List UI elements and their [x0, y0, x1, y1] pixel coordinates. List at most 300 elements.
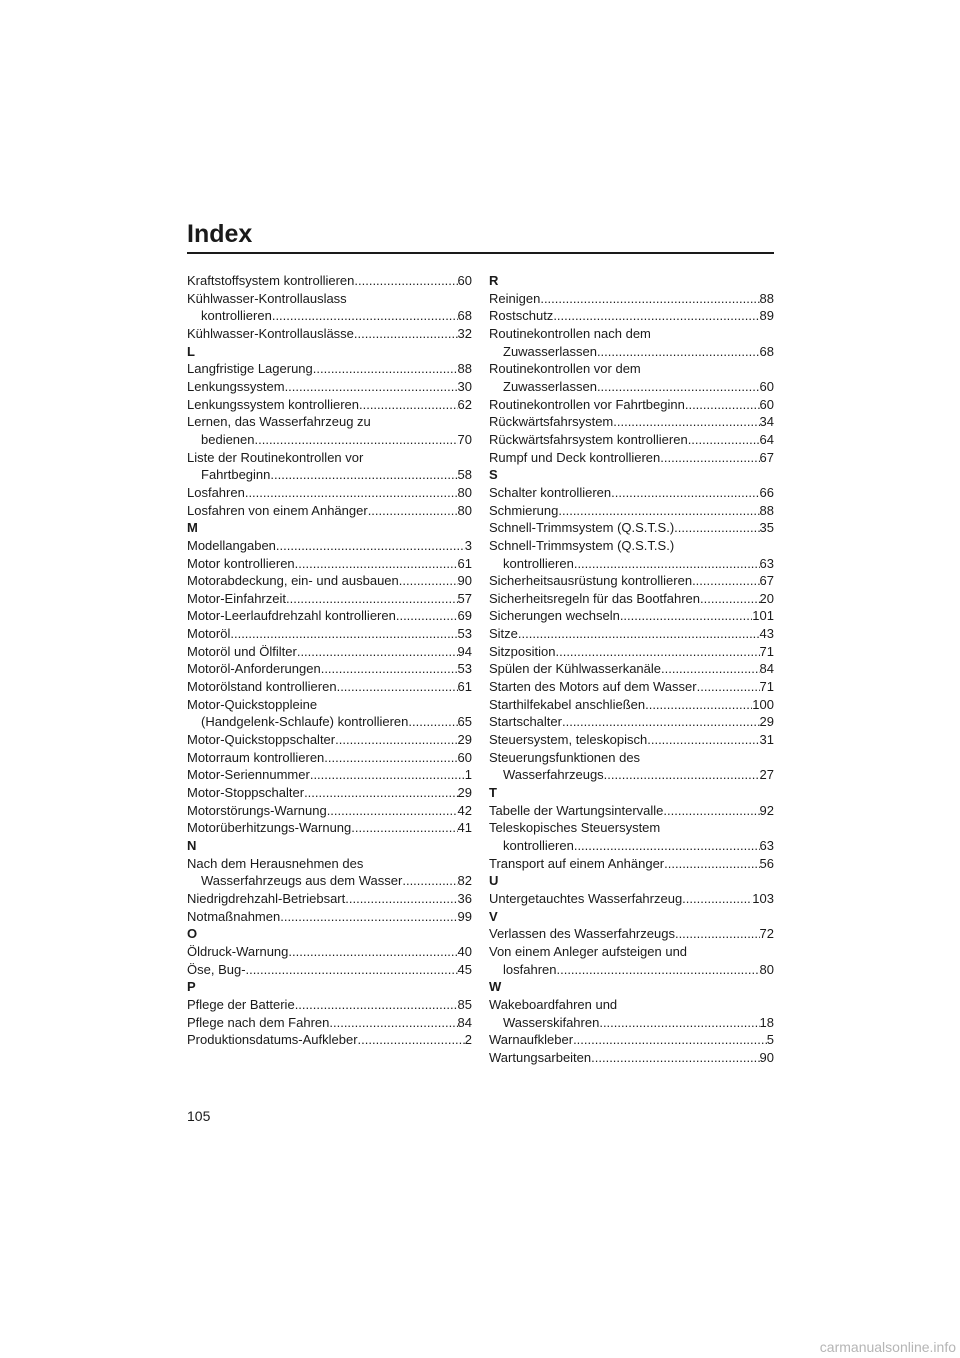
- index-entry-text: Kühlwasser-Kontrollauslass: [187, 290, 347, 306]
- index-entry: [489, 413, 774, 431]
- index-entry-text: Untergetauchtes Wasserfahrzeug: [489, 890, 683, 906]
- index-entry: [187, 572, 472, 590]
- dot-leader: [358, 1031, 465, 1049]
- dot-leader: [321, 660, 458, 678]
- dot-leader: [692, 572, 759, 590]
- index-letter-heading: R: [489, 273, 499, 288]
- index-entry-page: 71: [759, 643, 774, 659]
- index-entry: [489, 731, 774, 749]
- index-entry-text: Sicherheitsregeln für das Bootfahren: [489, 590, 701, 606]
- index-entry-page: 72: [759, 926, 774, 942]
- index-entry-page: 43: [759, 626, 774, 642]
- index-entry-page: 60: [759, 396, 774, 412]
- index-entry: [187, 378, 472, 396]
- dot-leader: [399, 572, 458, 590]
- index-entry-page: 67: [759, 573, 774, 589]
- index-entry-text: Starthilfekabel anschließen: [489, 696, 646, 712]
- index-entry: [187, 961, 472, 979]
- dot-leader: [337, 678, 458, 696]
- dot-leader: [276, 537, 465, 555]
- index-entry-text: Motor kontrollieren: [187, 555, 295, 571]
- index-entry-text: Schnell-Trimmsystem (Q.S.T.S.): [489, 537, 675, 553]
- index-entry-text: Schalter kontrollieren: [489, 484, 612, 500]
- index-entry: [489, 625, 774, 643]
- index-entry-text: Pflege der Batterie: [187, 996, 295, 1012]
- index-entry-text: kontrollieren: [201, 308, 272, 324]
- dot-leader: [647, 731, 759, 749]
- index-entry-continuation: [489, 343, 774, 361]
- index-entry-text: Sicherheitsausrüstung kontrollieren: [489, 573, 693, 589]
- dot-leader: [402, 872, 457, 890]
- dot-leader: [700, 590, 760, 608]
- index-entry: [489, 943, 774, 961]
- dot-leader: [327, 802, 458, 820]
- dot-leader: [324, 749, 457, 767]
- index-column-left: [187, 272, 472, 1049]
- index-entry-continuation: [187, 466, 472, 484]
- dot-leader: [660, 449, 759, 467]
- index-entry-text: Rückwärtsfahrsystem kontrollieren: [489, 431, 688, 447]
- index-entry: [187, 696, 472, 714]
- index-entry-text: Motoröl-Anforderungen: [187, 661, 321, 677]
- index-entry: [187, 290, 472, 308]
- index-entry-page: 70: [457, 431, 472, 447]
- index-entry-continuation: [489, 961, 774, 979]
- index-entry-continuation: [489, 766, 774, 784]
- dot-leader: [351, 819, 457, 837]
- index-entry: [489, 855, 774, 873]
- index-entry-text: Steuerungsfunktionen des: [489, 749, 641, 765]
- index-entry-page: 29: [457, 732, 472, 748]
- index-entry: [187, 537, 472, 555]
- index-entry: [489, 590, 774, 608]
- index-entry: [489, 572, 774, 590]
- index-entry: [187, 766, 472, 784]
- index-entry-page: 35: [759, 520, 774, 536]
- index-entry-page: 2: [464, 1032, 472, 1048]
- index-entry: [489, 678, 774, 696]
- index-entry-continuation: [187, 713, 472, 731]
- index-entry-page: 68: [759, 343, 774, 359]
- index-entry-page: 41: [457, 820, 472, 836]
- index-entry: [187, 502, 472, 520]
- index-entry-text: Rostschutz: [489, 308, 554, 324]
- dot-leader: [335, 731, 457, 749]
- index-entry-page: 63: [759, 555, 774, 571]
- index-entry: [489, 713, 774, 731]
- index-entry-page: 57: [457, 590, 472, 606]
- index-entry: [187, 484, 472, 502]
- index-entry: [489, 1031, 774, 1049]
- index-entry-text: Lernen, das Wasserfahrzeug zu: [187, 414, 371, 430]
- index-entry-page: 90: [457, 573, 472, 589]
- dot-leader: [685, 396, 760, 414]
- dot-leader: [674, 519, 759, 537]
- index-entry: [489, 925, 774, 943]
- dot-leader: [408, 713, 457, 731]
- dot-leader: [288, 943, 457, 961]
- dot-leader: [597, 343, 760, 361]
- index-entry: [489, 802, 774, 820]
- dot-leader: [620, 607, 752, 625]
- index-entry-text: Motor-Quickstoppschalter: [187, 732, 336, 748]
- index-entry-text: Routinekontrollen nach dem: [489, 325, 651, 341]
- dot-leader: [664, 855, 759, 873]
- dot-leader: [246, 961, 458, 979]
- index-entry-page: 88: [457, 361, 472, 377]
- index-entry-page: 80: [457, 484, 472, 500]
- index-entry-text: Routinekontrollen vor dem: [489, 361, 641, 377]
- index-entry-page: 29: [457, 785, 472, 801]
- index-entry-text: Routinekontrollen vor Fahrtbeginn: [489, 396, 685, 412]
- index-entry: [187, 272, 472, 290]
- dot-leader: [556, 961, 759, 979]
- index-entry-text: Warnaufkleber: [489, 1032, 574, 1048]
- index-entry-page: 88: [759, 502, 774, 518]
- dot-leader: [663, 802, 759, 820]
- dot-leader: [597, 378, 760, 396]
- index-entry-page: 85: [457, 996, 472, 1012]
- index-entry: [489, 325, 774, 343]
- index-entry: [489, 396, 774, 414]
- index-entry: [187, 943, 472, 961]
- index-entry-text: Zuwasserlassen: [503, 343, 597, 359]
- index-entry-page: 61: [457, 555, 472, 571]
- dot-leader: [591, 1049, 759, 1067]
- index-entry: [489, 449, 774, 467]
- index-entry-page: 18: [759, 1014, 774, 1030]
- index-entry-text: Tabelle der Wartungsintervalle: [489, 802, 664, 818]
- index-entry-text: losfahren: [503, 961, 557, 977]
- index-entry: [489, 431, 774, 449]
- index-entry: [187, 996, 472, 1014]
- index-entry-page: 58: [457, 467, 472, 483]
- index-entry-continuation: [187, 307, 472, 325]
- index-entry-continuation: [187, 872, 472, 890]
- index-entry-text: Rückwärtsfahrsystem: [489, 414, 614, 430]
- index-entry-page: 92: [759, 802, 774, 818]
- dot-leader: [297, 643, 458, 661]
- index-entry: [187, 908, 472, 926]
- dot-leader: [280, 908, 457, 926]
- index-entry-continuation: [489, 555, 774, 573]
- index-entry-page: 80: [457, 502, 472, 518]
- index-entry-text: Öldruck-Warnung: [187, 943, 289, 959]
- index-entry-page: 60: [759, 378, 774, 394]
- index-entry: [489, 749, 774, 767]
- dot-leader: [682, 890, 752, 908]
- index-entry: [489, 819, 774, 837]
- index-entry: [187, 731, 472, 749]
- index-entry-text: Motor-Leerlaufdrehzahl kontrollieren: [187, 608, 396, 624]
- index-entry: [187, 819, 472, 837]
- index-entry-page: 3: [464, 537, 472, 553]
- dot-leader: [599, 1014, 759, 1032]
- index-entry: [489, 484, 774, 502]
- dot-leader: [272, 307, 458, 325]
- index-column-right: [489, 272, 774, 1067]
- dot-leader: [295, 996, 458, 1014]
- page-number: 105: [187, 1108, 211, 1124]
- index-entry-page: 45: [457, 961, 472, 977]
- dot-leader: [230, 625, 457, 643]
- index-entry-text: Verlassen des Wasserfahrzeugs: [489, 926, 675, 942]
- index-entry: [489, 519, 774, 537]
- index-entry-page: 71: [759, 679, 774, 695]
- index-entry-page: 62: [457, 396, 472, 412]
- index-entry-page: 99: [457, 908, 472, 924]
- index-entry: [489, 996, 774, 1014]
- index-entry: [187, 555, 472, 573]
- index-entry-continuation: [489, 1014, 774, 1032]
- index-entry-page: 53: [457, 661, 472, 677]
- index-entry-text: (Handgelenk-Schlaufe) kontrollieren: [201, 714, 409, 730]
- index-entry: [489, 537, 774, 555]
- dot-leader: [611, 484, 759, 502]
- dot-leader: [304, 784, 457, 802]
- dot-leader: [518, 625, 760, 643]
- index-entry-continuation: [489, 837, 774, 855]
- dot-leader: [558, 502, 759, 520]
- index-entry: [489, 360, 774, 378]
- index-entry-page: 60: [457, 273, 472, 288]
- dot-leader: [354, 272, 457, 290]
- index-entry-text: bedienen: [201, 431, 255, 447]
- index-entry-text: Motorölstand kontrollieren: [187, 679, 337, 695]
- index-entry-page: 31: [759, 732, 774, 748]
- index-entry-page: 90: [759, 1049, 774, 1065]
- index-entry-page: 60: [457, 749, 472, 765]
- index-entry-text: Niedrigdrehzahl-Betriebsart: [187, 890, 346, 906]
- index-entry-text: Öse, Bug-: [187, 961, 246, 977]
- index-entry-text: Motoröl: [187, 626, 231, 642]
- dot-leader: [245, 484, 458, 502]
- index-entry-text: Motorstörungs-Warnung: [187, 802, 327, 818]
- dot-leader: [285, 378, 458, 396]
- page-title: Index: [187, 220, 253, 248]
- index-letter-heading: P: [187, 979, 196, 995]
- index-entry-page: 34: [759, 414, 774, 430]
- index-entry-text: Wasserskifahren: [503, 1014, 600, 1030]
- index-entry: [187, 625, 472, 643]
- index-entry-text: Fahrtbeginn: [201, 467, 271, 483]
- index-entry-page: 63: [759, 838, 774, 853]
- index-entry-text: Sitze: [489, 626, 518, 642]
- dot-leader: [286, 590, 458, 608]
- dot-leader: [562, 713, 760, 731]
- index-letter-heading: L: [187, 343, 195, 359]
- index-entry-text: Nach dem Herausnehmen des: [187, 855, 364, 871]
- index-entry: [187, 660, 472, 678]
- index-entry-page: 84: [457, 1014, 472, 1030]
- index-entry-page: 53: [457, 626, 472, 642]
- index-letter-heading: N: [187, 838, 197, 853]
- dot-leader: [255, 431, 458, 449]
- index-entry-text: Starten des Motors auf dem Wasser: [489, 679, 697, 695]
- index-entry-page: 29: [759, 714, 774, 730]
- dot-leader: [573, 1031, 767, 1049]
- dot-leader: [574, 837, 760, 855]
- dot-leader: [555, 643, 759, 661]
- index-entry: [187, 802, 472, 820]
- dot-leader: [574, 555, 760, 573]
- index-entry-page: 30: [457, 378, 472, 394]
- index-entry-page: 56: [759, 855, 774, 871]
- index-entry-page: 100: [752, 696, 774, 712]
- index-entry-continuation: [489, 378, 774, 396]
- index-entry-page: 65: [457, 714, 472, 730]
- index-letter-heading: T: [489, 785, 497, 801]
- index-entry-text: Startschalter: [489, 714, 562, 730]
- index-entry: [489, 502, 774, 520]
- index-entry-text: Pflege nach dem Fahren: [187, 1014, 330, 1030]
- index-entry-page: 69: [457, 608, 472, 624]
- index-entry-page: 36: [457, 890, 472, 906]
- index-entry-text: Motorabdeckung, ein- und ausbauen: [187, 573, 399, 589]
- index-entry-text: Zuwasserlassen: [503, 378, 597, 394]
- index-entry: [187, 749, 472, 767]
- index-entry-text: Kraftstoffsystem kontrollieren: [187, 273, 355, 288]
- index-letter-heading: V: [489, 908, 498, 924]
- index-entry-page: 66: [759, 484, 774, 500]
- dot-leader: [295, 555, 458, 573]
- index-entry-page: 80: [759, 961, 774, 977]
- dot-leader: [613, 413, 759, 431]
- index-entry-page: 101: [752, 608, 774, 624]
- index-entry-text: Sicherungen wechseln: [489, 608, 620, 624]
- index-entry-text: Motoröl und Ölfilter: [187, 643, 297, 659]
- index-entry-page: 94: [457, 643, 472, 659]
- index-entry: [489, 660, 774, 678]
- index-entry: [489, 1049, 774, 1067]
- index-entry: [489, 643, 774, 661]
- index-entry-text: Wakeboardfahren und: [489, 996, 618, 1012]
- dot-leader: [329, 1014, 457, 1032]
- index-entry-text: Sitzposition: [489, 643, 556, 659]
- index-entry-page: 84: [759, 661, 774, 677]
- index-entry-text: Motor-Seriennummer: [187, 767, 310, 783]
- index-letter-heading: O: [187, 926, 198, 942]
- dot-leader: [688, 431, 760, 449]
- title-rule: [187, 252, 774, 254]
- index-entry-page: 89: [759, 308, 774, 324]
- index-entry: [489, 696, 774, 714]
- index-entry-text: Kühlwasser-Kontrollauslässe: [187, 325, 354, 341]
- index-entry-text: Steuersystem, teleskopisch: [489, 732, 648, 748]
- index-entry-text: Schnell-Trimmsystem (Q.S.T.S.): [489, 520, 675, 536]
- index-entry: [187, 413, 472, 431]
- index-entry: [187, 607, 472, 625]
- index-entry: [187, 643, 472, 661]
- index-entry-text: Motor-Einfahrzeit: [187, 590, 286, 606]
- index-letter-heading: W: [489, 979, 502, 995]
- index-entry-text: Produktionsdatums-Aufkleber: [187, 1032, 358, 1048]
- index-entry-text: kontrollieren: [503, 838, 574, 853]
- index-entry: [187, 590, 472, 608]
- dot-leader: [396, 607, 458, 625]
- index-entry-text: Wasserfahrzeugs aus dem Wasser: [201, 873, 403, 889]
- index-entry-text: Motorüberhitzungs-Warnung: [187, 820, 352, 836]
- index-entry-text: Lenkungssystem: [187, 378, 285, 394]
- index-entry-text: Teleskopisches Steuersystem: [489, 820, 661, 836]
- index-entry-page: 82: [457, 873, 472, 889]
- index-entry-text: Motor-Stoppschalter: [187, 785, 305, 801]
- index-entry-text: Von einem Anleger aufsteigen und: [489, 943, 688, 959]
- index-entry-page: 27: [759, 767, 774, 783]
- dot-leader: [310, 766, 465, 784]
- index-entry-page: 5: [766, 1032, 774, 1048]
- index-letter-heading: M: [187, 520, 198, 536]
- dot-leader: [661, 660, 760, 678]
- dot-leader: [368, 502, 458, 520]
- dot-leader: [697, 678, 760, 696]
- index-entry-text: Schmierung: [489, 502, 559, 518]
- index-entry-page: 68: [457, 308, 472, 324]
- dot-leader: [313, 360, 458, 378]
- index-entry-page: 64: [759, 431, 774, 447]
- dot-leader: [540, 290, 759, 308]
- index-entry-page: 20: [759, 590, 774, 606]
- dot-leader: [345, 890, 457, 908]
- index-entry-text: Transport auf einem Anhänger: [489, 855, 665, 871]
- dot-leader: [359, 396, 458, 414]
- index-entry-text: Losfahren: [187, 484, 245, 500]
- index-entry: [187, 325, 472, 343]
- index-entry-text: Motor-Quickstoppleine: [187, 696, 318, 712]
- index-entry-page: 61: [457, 679, 472, 695]
- index-entry-page: 103: [752, 890, 774, 906]
- index-entry-page: 42: [457, 802, 472, 818]
- index-entry-page: 1: [464, 767, 472, 783]
- index-entry: [187, 1014, 472, 1032]
- index-entry-text: Reinigen: [489, 290, 541, 306]
- index-letter-heading: U: [489, 873, 499, 889]
- watermark: carmanualsonline.info: [819, 1339, 956, 1355]
- index-entry: [489, 890, 774, 908]
- index-entry-text: Spülen der Kühlwasserkanäle: [489, 661, 661, 677]
- index-entry-text: Motorraum kontrollieren: [187, 749, 325, 765]
- index-entry-text: Wasserfahrzeugs: [503, 767, 604, 783]
- index-entry-text: Liste der Routinekontrollen vor: [187, 449, 364, 465]
- index-entry: [187, 449, 472, 467]
- dot-leader: [604, 766, 760, 784]
- index-entry-text: Notmaßnahmen: [187, 908, 281, 924]
- index-entry-text: Langfristige Lagerung: [187, 361, 313, 377]
- index-entry: [187, 360, 472, 378]
- index-entry: [489, 290, 774, 308]
- index-entry-text: Rumpf und Deck kontrollieren: [489, 449, 661, 465]
- index-entry-text: Modellangaben: [187, 537, 276, 553]
- index-entry-page: 67: [759, 449, 774, 465]
- index-entry-continuation: [187, 431, 472, 449]
- index-entry: [187, 678, 472, 696]
- index-entry: [187, 784, 472, 802]
- index-entry: [187, 396, 472, 414]
- index-entry: [489, 607, 774, 625]
- index-entry-page: 88: [759, 290, 774, 306]
- index-entry: [187, 855, 472, 873]
- index-entry: [187, 890, 472, 908]
- index-entry-text: Wartungsarbeiten: [489, 1049, 592, 1065]
- index-entry-text: kontrollieren: [503, 555, 574, 571]
- index-entry: [187, 1031, 472, 1049]
- dot-leader: [645, 696, 752, 714]
- index-entry-text: Lenkungssystem kontrollieren: [187, 396, 359, 412]
- dot-leader: [354, 325, 458, 343]
- dot-leader: [675, 925, 760, 943]
- index-entry-page: 40: [457, 943, 472, 959]
- dot-leader: [553, 307, 759, 325]
